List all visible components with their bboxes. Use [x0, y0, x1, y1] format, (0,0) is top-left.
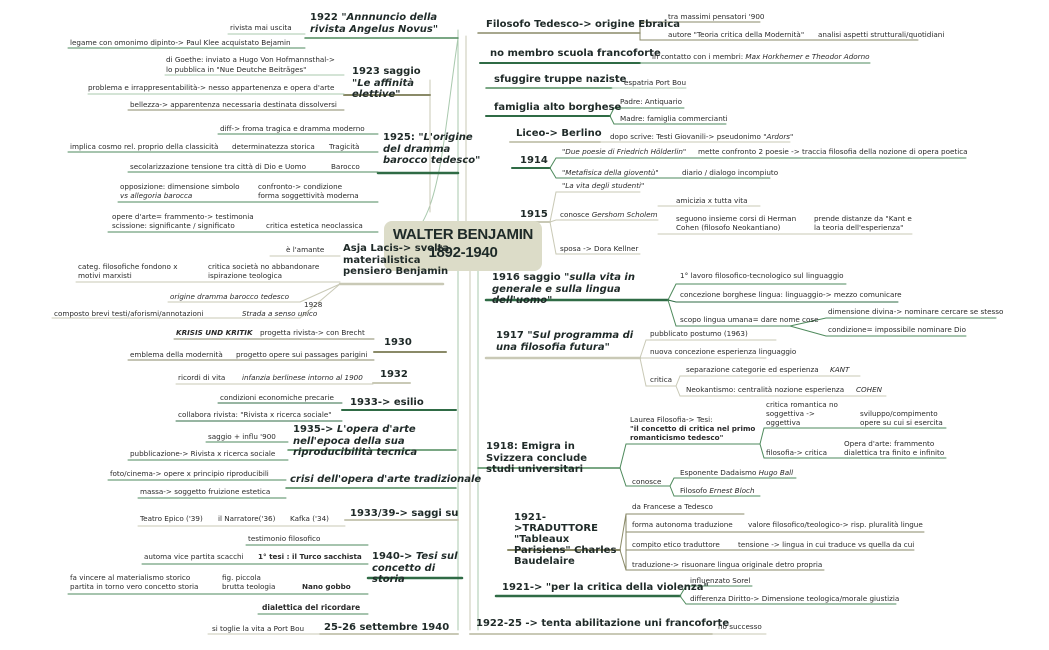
subtopic: ispirazione teologica [208, 271, 283, 280]
subtopic: dopo scrive: Testi Giovanili-> pseudonimo "Ardors" [610, 132, 794, 141]
topic-1918-svizzera: 1918: Emigra in Svizzera conclude studi universitari [486, 441, 588, 475]
subtopic: seguono insieme corsi di Herman [676, 214, 797, 223]
subtopic: prende distanze da "Kant e [814, 214, 912, 223]
subtopic: Cohen (filosofo Neokantiano) [676, 223, 781, 232]
topic-1922-angelus: 1922 "Annnuncio della rivista Angelus Novus" [310, 12, 439, 35]
subtopic: il Narratore('36) [218, 514, 276, 523]
subtopic: "Metafisica della gioventù" [562, 168, 659, 177]
subtopic: problema e irrappresentabilità-> nesso appartenenza e opera d'arte [88, 83, 335, 92]
subtopic: Opera d'arte: frammento [844, 439, 935, 448]
subtopic: dialettica del ricordare [262, 603, 361, 612]
subtopic: composto brevi testi/aforismi/annotazioni [54, 309, 204, 318]
topic-1935-opera-arte: 1935-> L'opera d'arte nell'epoca della sua riproducibilità tecnica [293, 424, 418, 458]
subtopic: opere d'arte= frammento-> testimonia [112, 212, 254, 221]
subtopic: differenza Diritto-> Dimensione teologica/morale giustizia [690, 594, 900, 603]
subtopic: origine dramma barocco tedesco [170, 292, 290, 301]
topic-1932: 1932 [380, 369, 408, 380]
subtopic: 1° tesi : il Turco sacchista [258, 552, 362, 561]
topic-1914: 1914 [520, 155, 548, 166]
subtopic: Tragicità [329, 142, 360, 151]
subtopic: analisi aspetti strutturali/quotidiani [818, 30, 945, 39]
subtopic: critica società no abbandonare [208, 262, 320, 271]
subtopic: in contatto con i membri: Max Horkhemer e Theodor Adorno [652, 52, 870, 61]
subtopic: conosce Gershom Scholem [560, 210, 658, 219]
topic-famiglia: famiglia alto borghese [494, 102, 622, 113]
topic-filosofo-tedesco: Filosofo Tedesco-> origine Ebraica [486, 19, 681, 30]
subtopic: condizione= impossibile nominare Dio [828, 325, 966, 334]
subtopic: condizioni economiche precarie [220, 393, 334, 402]
subtopic: automa vice partita scacchi [144, 552, 244, 561]
subtopic: secolarizzazione tensione tra città di Dio e Uomo [130, 162, 307, 171]
subtopic: scopo lingua umana= dare nome cose [680, 315, 819, 324]
subtopic: testimonio filosofico [248, 534, 321, 543]
subtopic: vs allegoria barocca [120, 191, 193, 200]
topic-1916-lingua: 1916 saggio "sulla vita in generale e sulla lingua dell'uomo" [492, 272, 635, 306]
subtopic: brutta teologia [222, 582, 276, 591]
subtopic: tensione -> lingua in cui traduce vs quella da cui [738, 540, 915, 549]
topic-death-1940: 25-26 settembre 1940 [324, 622, 450, 633]
subtopic: legame con omonimo dipinto-> Paul Klee acquistato Bejamin [70, 38, 291, 47]
topic-1925-dramma-barocco: 1925: "L'origine del dramma barocco tedesco" [383, 132, 481, 166]
subtopic: pubblicato postumo (1963) [650, 329, 748, 338]
subtopic: scissione: significante / significato [112, 221, 235, 230]
subtopic: diario / dialogo incompiuto [682, 168, 779, 177]
subtopic: filosofia-> critica [766, 448, 827, 457]
subtopic: nuova concezione esperienza linguaggio [650, 347, 797, 356]
subtopic: critica estetica neoclassica [266, 221, 363, 230]
subtopic: Barocco [331, 162, 360, 171]
subtopic: critica romantica no [766, 400, 838, 409]
subtopic: critica [650, 375, 673, 384]
subtopic: Madre: famiglia commercianti [620, 114, 728, 123]
subtopic: è l'amante [286, 245, 325, 254]
subtopic: Filosofo Ernest Bloch [680, 486, 755, 495]
subtopic: implica cosmo rel. proprio della classicità [70, 142, 219, 151]
subtopic: no successo [718, 622, 762, 631]
subtopic: separazione categorie ed esperienza [686, 365, 819, 374]
topic-crisi-opera-arte: crisi dell'opera d'arte tradizionale [290, 474, 482, 485]
subtopic: opere su cui si esercita [860, 418, 943, 427]
subtopic: conosce [632, 477, 662, 486]
subtopic: KRISIS UND KRITIK [176, 328, 253, 337]
subtopic: la teoria dell'esperienza" [814, 223, 904, 232]
subtopic: mette confronto 2 poesie -> traccia filosofia della nozione di opera poetica [698, 147, 968, 156]
subtopic: KANT [830, 365, 850, 374]
subtopic: pubblicazione-> Rivista x ricerca sociale [130, 449, 276, 458]
subtopic: 1928 [304, 300, 323, 309]
subtopic: dimensione divina-> nominare cercare se stesso [828, 307, 1004, 316]
subtopic: influenzato Sorel [690, 576, 751, 585]
subtopic: emblema della modernità [130, 350, 223, 359]
subtopic: di Goethe: inviato a Hugo Von Hofmannsthal-> [166, 55, 335, 64]
subtopic: compito etico traduttore [632, 540, 720, 549]
subtopic: Strada a senso unico [242, 309, 318, 318]
topic-1922-25-abilitazione: 1922-25 -> tenta abilitazione uni francoforte [476, 618, 730, 629]
central-topic-name: WALTER BENJAMIN [392, 226, 534, 243]
subtopic: COHEN [856, 385, 882, 394]
topic-truppe-naziste: sfuggire truppe naziste [494, 74, 627, 85]
subtopic: determinatezza storica [232, 142, 315, 151]
subtopic: espatria Port Bou [624, 78, 687, 87]
subtopic: opposizione: dimensione simbolo [120, 182, 240, 191]
subtopic: tra massimi pensatori '900 [668, 12, 765, 21]
subtopic: oggettiva [766, 418, 801, 427]
topic-liceo-berlino: Liceo-> Berlino [516, 128, 602, 139]
subtopic: infanzia berlinese intorno al 1900 [242, 373, 363, 382]
subtopic: traduzione-> risuonare lingua originale detro propria [632, 560, 823, 569]
subtopic: 1° lavoro filosofico-tecnologico sul linguaggio [680, 271, 844, 280]
subtopic: rivista mai uscita [230, 23, 292, 32]
topic-1933-39-saggi: 1933/39-> saggi su [350, 508, 459, 519]
subtopic: motivi marxisti [78, 271, 132, 280]
topic-1915: 1915 [520, 209, 548, 220]
topic-1930: 1930 [384, 337, 412, 348]
subtopic: Padre: Antiquario [620, 97, 683, 106]
subtopic: diff-> froma tragica e dramma moderno [220, 124, 365, 133]
subtopic: confronto-> condizione [258, 182, 343, 191]
subtopic: saggio + influ '900 [208, 432, 276, 441]
subtopic: romanticismo tedesco" [630, 433, 724, 442]
subtopic: categ. filosofiche fondono x [78, 262, 178, 271]
topic-scuola-francoforte: no membro scuola francoforte [490, 48, 661, 59]
subtopic: soggettiva -> [766, 409, 815, 418]
subtopic: foto/cinema-> opere x principio riproducibili [110, 469, 269, 478]
subtopic: Kafka ('34) [290, 514, 329, 523]
subtopic: sposa -> Dora Kellner [560, 244, 639, 253]
subtopic: Esponente Dadaismo Hugo Ball [680, 468, 794, 477]
central-topic-years: 1892-1940 [428, 244, 498, 261]
subtopic: "La vita degli studenti" [562, 181, 645, 190]
subtopic: massa-> soggetto fruizione estetica [140, 487, 271, 496]
subtopic: valore filosofico/teologico-> risp. pluralità lingue [748, 520, 923, 529]
subtopic: bellezza-> apparentenza necessaria destinata dissolversi [130, 100, 337, 109]
subtopic: forma autonoma traduzione [632, 520, 733, 529]
topic-1933-esilio: 1933-> esilio [350, 397, 424, 408]
subtopic: partita in torno vero concetto storia [70, 582, 199, 591]
subtopic: lo pubblica in "Nue Deutche Beiträges" [166, 65, 307, 74]
subtopic: Nano gobbo [302, 582, 351, 591]
subtopic: autore "Teoria critica della Modernità" [668, 30, 805, 39]
subtopic: concezione borghese lingua: linguaggio-> mezzo comunicare [680, 290, 902, 299]
subtopic: Laurea Filosofia-> Tesi: [630, 415, 713, 424]
subtopic: Neokantismo: centralità nozione esperienza [686, 385, 845, 394]
subtopic: collabora rivista: "Rivista x ricerca sociale" [178, 410, 332, 419]
subtopic: sviluppo/compimento [860, 409, 938, 418]
subtopic: ricordi di vita [178, 373, 226, 382]
subtopic: "il concetto di critica nel primo [630, 424, 756, 433]
topic-asja-lacis: Asja Lacis-> svolta materialistica pensiero Benjamin [343, 243, 450, 277]
topic-1917-filosofia-futura: 1917 "Sul programma di una filosofia futura" [496, 330, 634, 353]
subtopic: progetto opere sui passages parigini [236, 350, 368, 359]
subtopic: fig. piccola [222, 573, 261, 582]
subtopic: fa vincere al materialismo storico [70, 573, 191, 582]
topic-1921-critica-violenza: 1921-> "per la critica della violenza" [502, 582, 709, 593]
topic-1921-traduttore: 1921->TRADUTTORE "Tableaux Parisiens" Charles Baudelaire [514, 512, 617, 567]
subtopic: da Francese a Tedesco [632, 502, 713, 511]
subtopic: Teatro Epico ('39) [140, 514, 203, 523]
subtopic: forma soggettività moderna [258, 191, 359, 200]
topic-1940-tesi-storia: 1940-> Tesi sul concetto di storia [372, 551, 458, 585]
subtopic: dialettica tra finito e infinito [844, 448, 945, 457]
subtopic: progetta rivista-> con Brecht [260, 328, 365, 337]
subtopic: amicizia x tutta vita [676, 196, 748, 205]
topic-1923-affinita: 1923 saggio "Le affinità elettive" [352, 66, 421, 100]
subtopic: si toglie la vita a Port Bou [212, 624, 305, 633]
subtopic: "Due poesie di Friedrich Hölderlin" [562, 147, 687, 156]
